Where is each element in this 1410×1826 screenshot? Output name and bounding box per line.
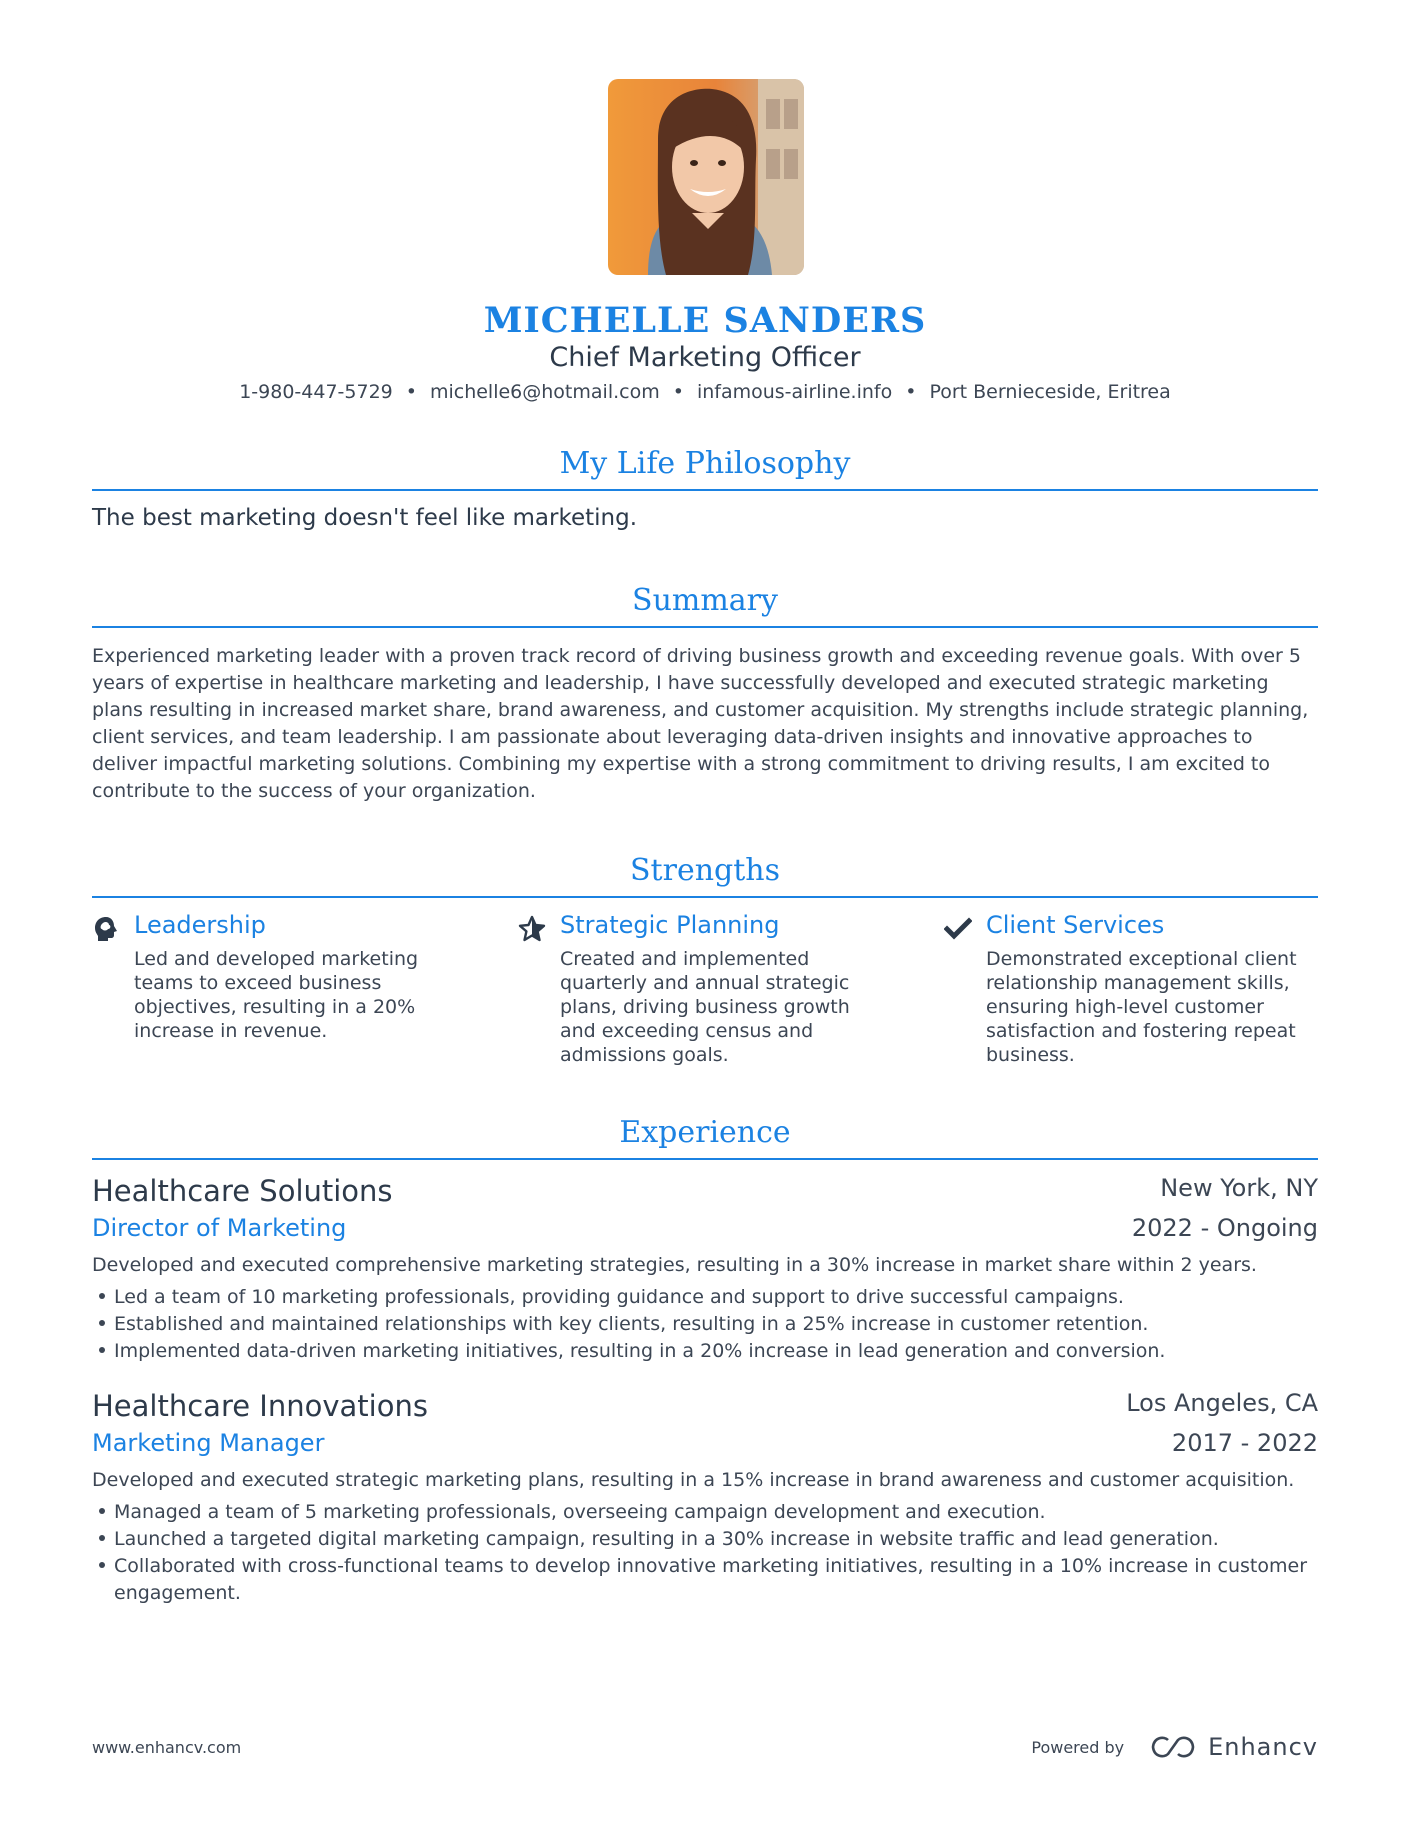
star-icon (518, 915, 546, 943)
candidate-name: MICHELLE SANDERS (483, 300, 927, 341)
summary-text: Experienced marketing leader with a proven track record of driving business growth and exceeding revenue goals. With over 5 years of expertise in healthcare marketing and leadership, I have successfully developed and executed strategic marketing plans resulting in increased market share, brand awareness, and customer acquisition. My strengths include strategic planning, client services, and team leadership. I am passionate about leveraging data-driven insights and innovative approaches to deliver impactful marketing solutions. Combining my expertise with a strong commitment to driving results, I am excited to contribute to the success of your organization. (92, 645, 1309, 802)
contact-phone[interactable]: 1-980-447-5729 (239, 381, 393, 403)
job-bullet: Led a team of 10 marketing professionals, providing guidance and support to drive successful campaigns. (92, 1284, 1318, 1311)
contact-email[interactable]: michelle6@hotmail.com (429, 381, 660, 403)
section-divider (92, 1158, 1318, 1160)
footer-branding (1031, 1729, 1318, 1765)
enhancv-logo-icon[interactable] (1150, 1735, 1196, 1759)
company-name: Healthcare Solutions (92, 1174, 393, 1208)
brand-name[interactable]: Enhancv (1208, 1733, 1318, 1761)
contact-separator: • (405, 381, 417, 403)
job-location: Los Angeles, CA (1126, 1389, 1318, 1417)
profile-photo-image (608, 79, 804, 275)
contact-separator: • (672, 381, 684, 403)
contact-separator: • (905, 381, 917, 403)
powered-by-label: Powered by (1031, 1737, 1125, 1757)
strength-title: Client Services (986, 911, 1165, 939)
strength-description: Created and implemented quarterly and annual strategic plans, driving business growth and exceeding census and admissions goals. (560, 948, 850, 1066)
section-divider (92, 489, 1318, 491)
job-bullets (92, 1284, 1318, 1365)
experience-heading: Experience (619, 1115, 791, 1150)
footer-website-link[interactable]: www.enhancv.com (92, 1738, 242, 1757)
strength-description: Demonstrated exceptional client relationship management skills, ensuring high-level customer satisfaction and fostering repeat business. (986, 948, 1297, 1066)
job-description: Developed and executed strategic marketing plans, resulting in a 15% increase in brand awareness and customer acquisition. (92, 1469, 1295, 1491)
job-bullet: Launched a targeted digital marketing campaign, resulting in a 30% increase in website traffic and lead generation. (92, 1526, 1318, 1553)
job-dates: 2017 - 2022 (1171, 1429, 1318, 1457)
job-bullet: Managed a team of 5 marketing professionals, overseeing campaign development and execution. (92, 1499, 1318, 1526)
brain-head-icon (92, 915, 120, 943)
profile-photo (608, 79, 804, 275)
strengths-heading: Strengths (630, 853, 780, 888)
strength-title: Strategic Planning (560, 911, 780, 939)
contact-location: Port Bernieceside, Eritrea (929, 381, 1171, 403)
job-description: Developed and executed comprehensive marketing strategies, resulting in a 30% increase in market share within 2 years. (92, 1254, 1257, 1276)
job-bullet: Collaborated with cross-functional teams to develop innovative marketing initiatives, resulting in a 10% increase in customer engagement. (92, 1553, 1318, 1607)
job-location: New York, NY (1160, 1174, 1318, 1202)
job-bullet: Implemented data-driven marketing initiatives, resulting in a 20% increase in lead generation and conversion. (92, 1338, 1318, 1365)
company-name: Healthcare Innovations (92, 1389, 428, 1423)
contact-website[interactable]: infamous-airline.info (696, 381, 893, 403)
job-role: Marketing Manager (92, 1429, 325, 1457)
contact-line (92, 381, 1318, 403)
job-bullet: Established and maintained relationships with key clients, resulting in a 25% increase in customer retention. (92, 1311, 1318, 1338)
section-divider (92, 896, 1318, 898)
strength-title: Leadership (134, 911, 266, 939)
checkmark-icon (944, 915, 972, 943)
section-divider (92, 626, 1318, 628)
strength-description: Led and developed marketing teams to exceed business objectives, resulting in a 20% increase in revenue. (134, 948, 419, 1042)
philosophy-text: The best marketing doesn't feel like marketing. (92, 505, 638, 531)
job-bullets (92, 1499, 1318, 1607)
job-role: Director of Marketing (92, 1214, 347, 1242)
summary-heading: Summary (632, 583, 778, 618)
job-dates: 2022 - Ongoing (1131, 1214, 1318, 1242)
candidate-title: Chief Marketing Officer (549, 342, 861, 373)
philosophy-heading: My Life Philosophy (559, 446, 851, 481)
